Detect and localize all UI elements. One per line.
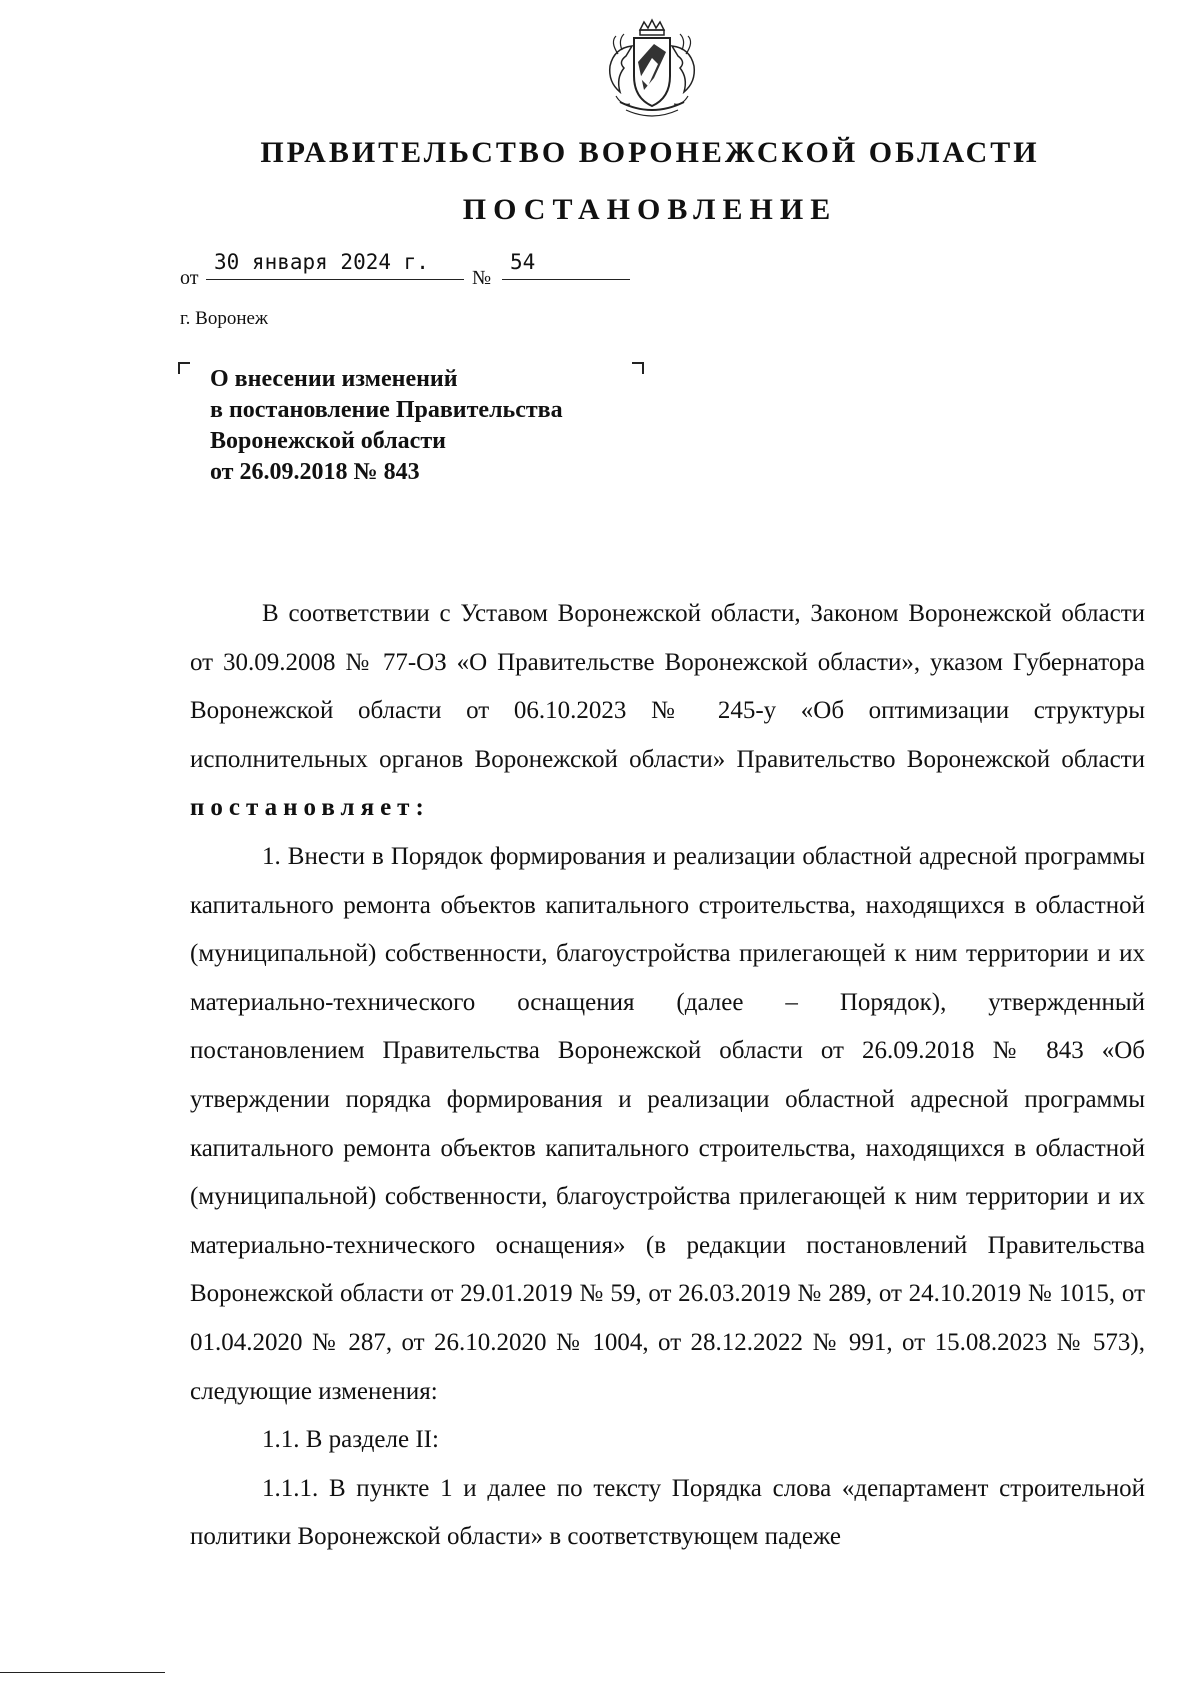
decree-word: постановляет: [190, 794, 430, 822]
preamble-paragraph [190, 590, 1145, 833]
document-date: 30 января 2024 г. [206, 250, 464, 280]
date-number-line [180, 250, 660, 290]
subject-corner-left [178, 362, 190, 374]
document-subject [210, 364, 670, 488]
coat-of-arms-emblem [596, 18, 708, 122]
government-title: ПРАВИТЕЛЬСТВО ВОРОНЕЖСКОЙ ОБЛАСТИ [260, 136, 1040, 169]
subject-line: Воронежской области [210, 428, 446, 454]
subject-line: О внесении изменений [210, 366, 458, 392]
date-prefix: от [180, 267, 199, 289]
document-body [190, 590, 1145, 1562]
document-type-title: ПОСТАНОВЛЕНИЕ [462, 193, 838, 226]
footer-rule [0, 1672, 165, 1673]
city-name: г. Воронеж [180, 308, 269, 329]
item-1-1-1-paragraph: 1.1.1. В пункте 1 и далее по тексту Порядка слова «департамент строительной политики Воронежской области» в соответствующем падеже [190, 1474, 1145, 1551]
item-1-paragraph: 1. Внести в Порядок формирования и реализации областной адресной программы капитального ремонта объектов капитального строительства, находящихся в областной (муниципальной) собственности, благоустройства прилегающей к ним территории и их материально-технического оснащения (далее – Порядок), утвержденный постановлением Правительства Воронежской области от 26.09.2018 № 843 «Об утверждении порядка формирования и реализации областной адресной программы капитального ремонта объектов капитального строительства, находящихся в областной (муниципальной) собственности, благоустройства прилегающей к ним территории и их материально-технического оснащения» (в редакции постановлений Правительства Воронежской области от 29.01.2019 № 59, от 26.03.2019 № 289, от 24.10.2019 № 1015, от 01.04.2020 № 287, от 26.10.2020 № 1004, от 28.12.2022 № 991, от 15.08.2023 № 573), следующие изменения: [190, 842, 1145, 1405]
preamble-text: В соответствии с Уставом Воронежской области, Законом Воронежской области от 30.09.2008 № 77-ОЗ «О Правительстве Воронежской области», указом Губернатора Воронежской области от 06.10.2023 № 245-у «Об оптимизации структуры исполнительных органов Воронежской области» Правительство Воронежской области [190, 600, 1145, 773]
document-number: 54 [502, 250, 630, 280]
subject-line: в постановление Правительства [210, 397, 563, 423]
number-label: № [472, 267, 492, 289]
item-1-1-paragraph: 1.1. В разделе II: [262, 1426, 439, 1454]
subject-line: от 26.09.2018 № 843 [210, 459, 420, 485]
